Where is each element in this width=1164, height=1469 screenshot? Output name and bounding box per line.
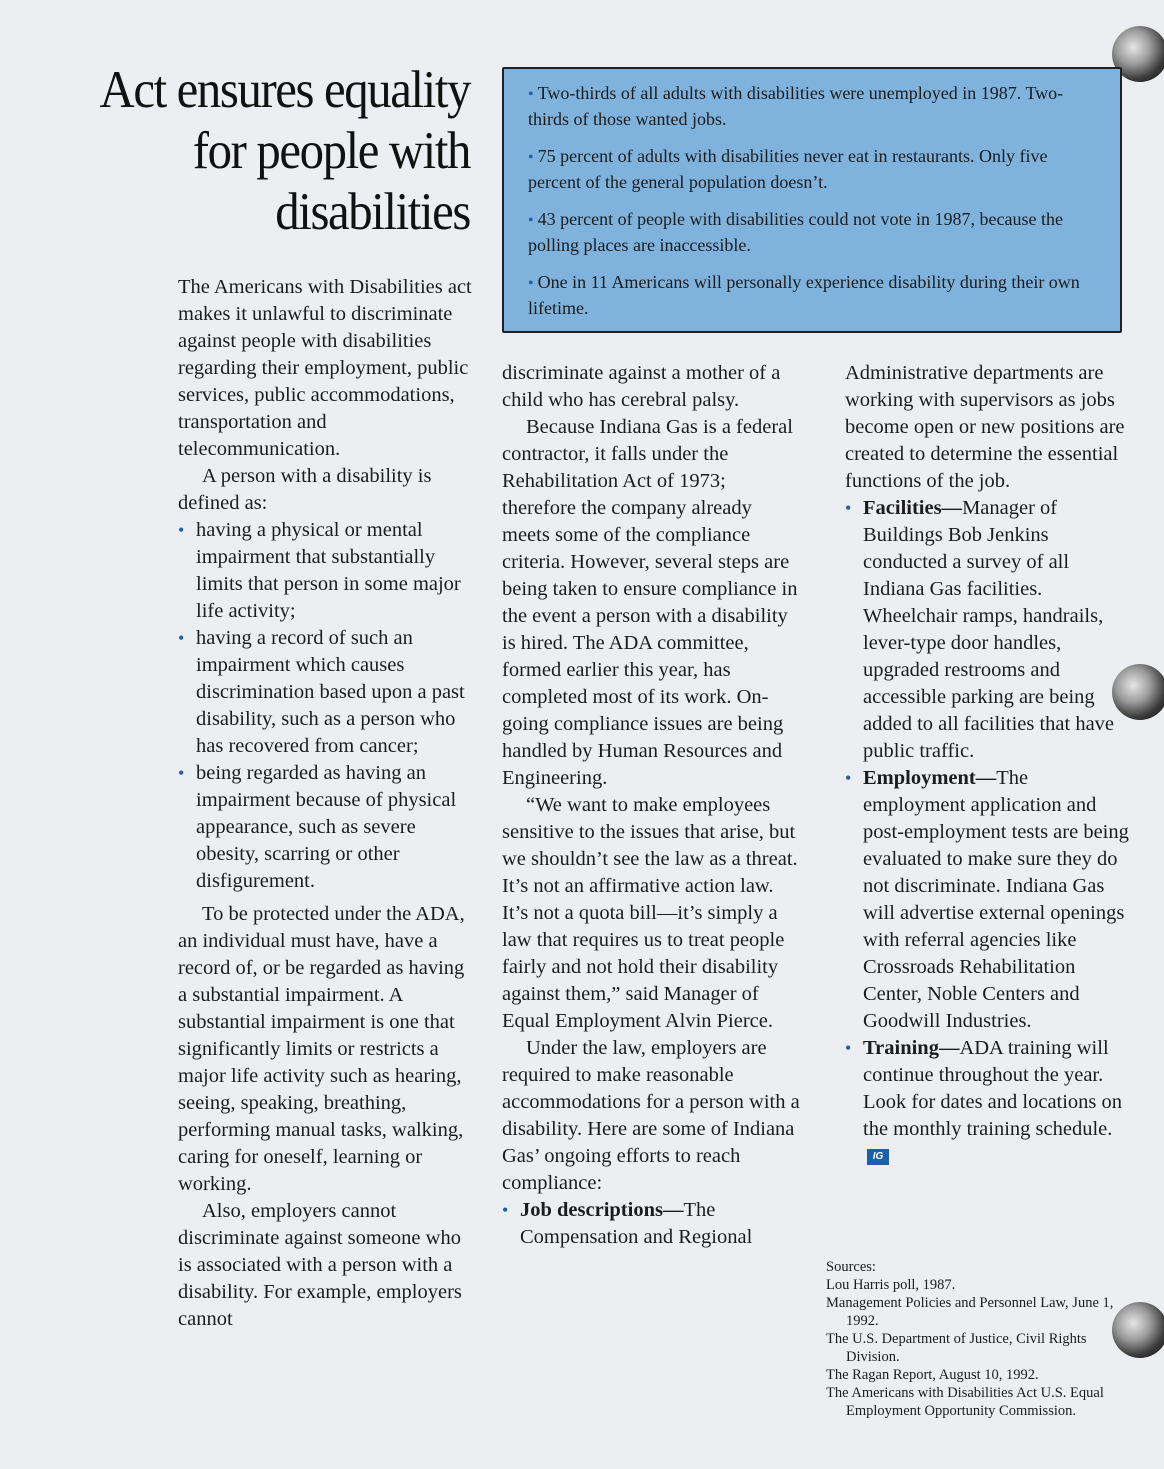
- list-item-text: having a physical or mental impairment that substantially limits that person in some major life activity;: [196, 519, 461, 622]
- list-item-text: being regarded as having an impairment because of physical appearance, such as severe obesity, scarring or other disfigurement.: [196, 762, 457, 892]
- bullet-icon: •: [502, 1200, 509, 1220]
- factbox-item: [528, 81, 1096, 132]
- source-item: The Ragan Report, August 10, 1992.: [826, 1367, 1039, 1383]
- list-item-heading: Job descriptions—: [520, 1199, 684, 1221]
- list-item-heading: Employment—: [863, 767, 997, 789]
- list-item: [845, 765, 1135, 1035]
- bullet-icon: •: [845, 768, 852, 788]
- efforts-list-continued: [845, 495, 1135, 1170]
- article-column-3: [845, 360, 1135, 1170]
- list-item: [845, 1035, 1135, 1170]
- body-paragraph: Under the law, employers are required to make reasonable accommodations for a person with a disability. Here are some of Indiana Gas’ ongoing efforts to reach compliance:: [502, 1037, 800, 1194]
- headline-line-3: disabilities: [275, 183, 470, 241]
- factbox-item: [528, 207, 1096, 258]
- article-column-2: [502, 360, 802, 1251]
- quote-paragraph: “We want to make employees sensitive to the issues that arise, but we shouldn’t see the law as a threat. It’s not an affirmative action law. It’s not a quota bill—it’s simply a law that requires us to treat people fairly and not hold their disability against them,” said Manager of Equal Employment Alvin Pierce.: [502, 794, 798, 1032]
- factbox-item: [528, 144, 1096, 195]
- article-headline: [65, 60, 470, 243]
- source-item: The Americans with Disabilities Act U.S. Equal Employment Opportunity Commission.: [826, 1385, 1104, 1419]
- definition-list: [178, 517, 478, 895]
- body-paragraph: Because Indiana Gas is a federal contractor, it falls under the Rehabilitation Act of 1973; therefore the company already meets some of the compliance criteria. However, several steps are being taken to ensure compliance in the event a person with a disability is hired. The ADA committee, formed earlier this year, has completed most of its work. On-going compliance issues are being handled by Human Resources and Engineering.: [502, 416, 798, 789]
- list-item-text: Manager of Buildings Bob Jenkins conducted a survey of all Indiana Gas facilities. Wheelchair ramps, handrails, lever-type door handles, upgraded restrooms and accessible parking are being added to all facilities that have public traffic.: [863, 497, 1115, 762]
- list-item-text: The Compensation and Regional: [520, 1199, 753, 1248]
- ig-logo-icon: IG: [867, 1149, 889, 1165]
- body-paragraph: Also, employers cannot discriminate against someone who is associated with a person with a disability. For example, employers cannot: [178, 1200, 462, 1330]
- article-column-1: [178, 274, 478, 1333]
- bullet-icon: •: [845, 498, 852, 518]
- statistics-factbox: [502, 67, 1122, 333]
- source-item: Management Policies and Personnel Law, June 1, 1992.: [826, 1295, 1114, 1329]
- source-item: The U.S. Department of Justice, Civil Rights Division.: [826, 1331, 1087, 1365]
- list-item-heading: Facilities—: [863, 497, 963, 519]
- list-item-heading: Training—: [863, 1037, 960, 1059]
- sources-list: [826, 1258, 1136, 1420]
- list-item: [178, 625, 478, 760]
- body-paragraph: discriminate against a mother of a child who has cerebral palsy.: [502, 362, 781, 411]
- bullet-icon: •: [528, 212, 534, 229]
- headline-line-2: for people with: [192, 122, 470, 180]
- factbox-item-text: Two-thirds of all adults with disabilities were unemployed in 1987. Two-thirds of those wanted jobs.: [528, 83, 1064, 129]
- bullet-icon: •: [178, 520, 185, 540]
- factbox-item-text: 75 percent of adults with disabilities never eat in restaurants. Only five percent of the general population doesn’t.: [528, 146, 1048, 192]
- bullet-icon: •: [528, 86, 534, 103]
- factbox-item-text: One in 11 Americans will personally experience disability during their own lifetime.: [528, 272, 1080, 318]
- source-item: Lou Harris poll, 1987.: [826, 1277, 956, 1293]
- intro-paragraph: The Americans with Disabilities act makes it unlawful to discriminate against people with disabilities regarding their employment, public services, public accommodations, transportation and telecommunication.: [178, 276, 472, 460]
- sources-label: Sources:: [826, 1259, 876, 1275]
- bullet-icon: •: [528, 275, 534, 292]
- efforts-list: [502, 1197, 802, 1251]
- factbox-item-text: 43 percent of people with disabilities could not vote in 1987, because the polling places are inaccessible.: [528, 209, 1063, 255]
- list-item: [845, 495, 1135, 765]
- list-item-text: The employment application and post-employment tests are being evaluated to make sure they do not discriminate. Indiana Gas will advertise external openings with referral agencies like Crossroads Rehabilitation Center, Noble Centers and Goodwill Industries.: [863, 767, 1129, 1032]
- headline-line-1: Act ensures equality: [99, 61, 470, 119]
- list-item-text: ADA training will continue throughout the year. Look for dates and locations on the monthly training schedule.: [863, 1037, 1123, 1140]
- body-paragraph: Administrative departments are working with supervisors as jobs become open or new positions are created to determine the essential functions of the job.: [845, 362, 1125, 492]
- factbox-item: [528, 270, 1096, 321]
- list-item: [178, 517, 478, 625]
- list-item-text: having a record of such an impairment which causes discrimination based upon a past disability, such as a person who has recovered from cancer;: [196, 627, 465, 757]
- definition-intro: A person with a disability is defined as:: [178, 465, 432, 514]
- bullet-icon: •: [845, 1038, 852, 1058]
- bullet-icon: •: [178, 763, 185, 783]
- bullet-icon: •: [178, 628, 185, 648]
- list-item: [178, 760, 478, 895]
- body-paragraph: To be protected under the ADA, an individual must have, have a record of, or be regarded as having a substantial impairment. A substantial impairment is one that significantly limits or restricts a major life activity such as hearing, seeing, speaking, breathing, performing manual tasks, walking, caring for oneself, learning or working.: [178, 903, 465, 1195]
- bullet-icon: •: [528, 149, 534, 166]
- list-item: [502, 1197, 802, 1251]
